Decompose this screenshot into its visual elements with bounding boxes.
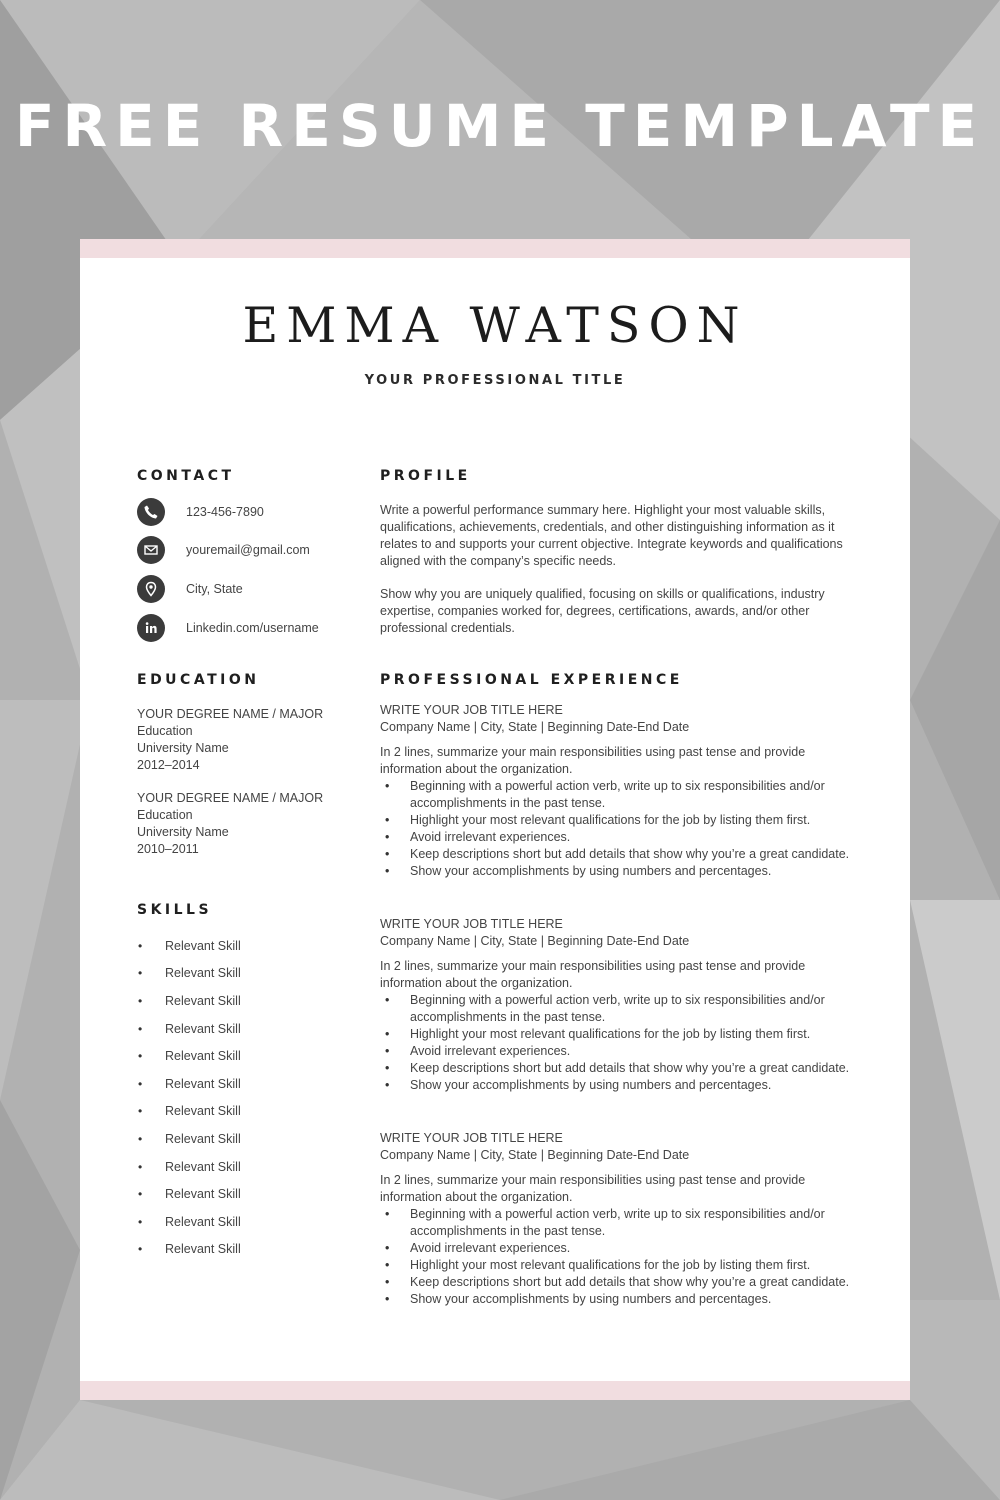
phone-icon bbox=[137, 498, 165, 526]
contact-location bbox=[137, 575, 243, 603]
contact-email-text: youremail@gmail.com bbox=[186, 543, 310, 557]
job-company-line: Company Name | City, State | Beginning Date-End Date bbox=[380, 934, 690, 948]
job-title: WRITE YOUR JOB TITLE HERE bbox=[380, 1131, 563, 1145]
skill-item: • Relevant Skill bbox=[137, 1098, 241, 1126]
skill-item: • Relevant Skill bbox=[137, 932, 241, 960]
bottom-accent-stripe bbox=[80, 1381, 910, 1400]
job-entry bbox=[380, 916, 860, 1094]
education-years: 2010–2011 bbox=[137, 842, 199, 856]
job-bullet: • Beginning with a powerful action verb, write up to six responsibilities and/or accomplishments in the past tense. bbox=[380, 992, 860, 1026]
linkedin-icon bbox=[137, 614, 165, 642]
contact-location-text: City, State bbox=[186, 582, 243, 596]
job-bullet: • Highlight your most relevant qualifications for the job by listing them first. bbox=[380, 1257, 860, 1274]
job-bullets bbox=[380, 1206, 860, 1308]
profile-paragraph: Show why you are uniquely qualified, focusing on skills or qualifications, industry expertise, companies worked for, degrees, certifications, awards, and/or other professional credentials. bbox=[380, 587, 825, 635]
job-bullet: • Beginning with a powerful action verb, write up to six responsibilities and/or accomplishments in the past tense. bbox=[380, 1206, 860, 1240]
job-summary: In 2 lines, summarize your main responsibilities using past tense and provide information about the organization. bbox=[380, 1173, 806, 1204]
job-entry bbox=[380, 1130, 860, 1308]
job-summary: In 2 lines, summarize your main responsibilities using past tense and provide information about the organization. bbox=[380, 745, 806, 776]
education-field: Education bbox=[137, 808, 193, 822]
contact-phone bbox=[137, 498, 264, 526]
job-bullets bbox=[380, 778, 860, 880]
job-summary: In 2 lines, summarize your main responsibilities using past tense and provide information about the organization. bbox=[380, 959, 806, 990]
contact-linkedin bbox=[137, 614, 319, 642]
email-icon bbox=[137, 536, 165, 564]
job-bullet: • Beginning with a powerful action verb, write up to six responsibilities and/or accomplishments in the past tense. bbox=[380, 778, 860, 812]
skill-item: • Relevant Skill bbox=[137, 1070, 241, 1098]
skill-item: • Relevant Skill bbox=[137, 1015, 241, 1043]
education-field: Education bbox=[137, 724, 193, 738]
job-bullet: • Avoid irrelevant experiences. bbox=[380, 829, 860, 846]
job-bullet: • Highlight your most relevant qualifications for the job by listing them first. bbox=[380, 1026, 860, 1043]
job-bullet: • Keep descriptions short but add details that show why you’re a great candidate. bbox=[380, 1274, 860, 1291]
skill-item: • Relevant Skill bbox=[137, 1042, 241, 1070]
job-bullet: • Show your accomplishments by using numbers and percentages. bbox=[380, 1291, 860, 1308]
job-bullet: • Avoid irrelevant experiences. bbox=[380, 1043, 860, 1060]
education-entry bbox=[137, 790, 323, 858]
job-title: WRITE YOUR JOB TITLE HERE bbox=[380, 917, 563, 931]
education-degree: YOUR DEGREE NAME / MAJOR bbox=[137, 791, 324, 805]
job-bullet: • Keep descriptions short but add details that show why you’re a great candidate. bbox=[380, 846, 860, 863]
contact-heading: CONTACT bbox=[137, 468, 235, 484]
banner-title: FREE RESUME TEMPLATE bbox=[14, 92, 986, 160]
job-bullet: • Show your accomplishments by using numbers and percentages. bbox=[380, 863, 860, 880]
education-university: University Name bbox=[137, 825, 229, 839]
job-bullets bbox=[380, 992, 860, 1094]
education-degree: YOUR DEGREE NAME / MAJOR bbox=[137, 707, 324, 721]
job-title: WRITE YOUR JOB TITLE HERE bbox=[380, 703, 563, 717]
job-company-line: Company Name | City, State | Beginning Date-End Date bbox=[380, 1148, 690, 1162]
job-bullet: • Highlight your most relevant qualifications for the job by listing them first. bbox=[380, 812, 860, 829]
skills-list bbox=[137, 932, 241, 1263]
profile-paragraph: Write a powerful performance summary here. Highlight your most valuable skills, qualifications, achievements, credentials, and other distinguishing information as it relates to and supports your current objective. Integrate keywords and qualifications aligned with the company’s specific needs. bbox=[380, 503, 843, 568]
experience-heading: PROFESSIONAL EXPERIENCE bbox=[380, 672, 683, 688]
skills-heading: SKILLS bbox=[137, 902, 213, 918]
contact-linkedin-text: Linkedin.com/username bbox=[186, 621, 319, 635]
profile-heading: PROFILE bbox=[380, 468, 471, 484]
contact-email bbox=[137, 536, 310, 564]
skill-item: • Relevant Skill bbox=[137, 1125, 241, 1153]
skill-item: • Relevant Skill bbox=[137, 987, 241, 1015]
job-bullet: • Show your accomplishments by using numbers and percentages. bbox=[380, 1077, 860, 1094]
education-university: University Name bbox=[137, 741, 229, 755]
job-bullet: • Avoid irrelevant experiences. bbox=[380, 1240, 860, 1257]
skill-item: • Relevant Skill bbox=[137, 1153, 241, 1181]
job-company-line: Company Name | City, State | Beginning Date-End Date bbox=[380, 720, 690, 734]
skill-item: • Relevant Skill bbox=[137, 960, 241, 988]
skill-item: • Relevant Skill bbox=[137, 1208, 241, 1236]
resume-name: EMMA WATSON bbox=[242, 297, 748, 354]
education-entry bbox=[137, 706, 323, 774]
job-entry bbox=[380, 702, 860, 880]
education-heading: EDUCATION bbox=[137, 672, 260, 688]
contact-phone-text: 123-456-7890 bbox=[186, 505, 264, 519]
location-icon bbox=[137, 575, 165, 603]
top-accent-stripe bbox=[80, 239, 910, 258]
education-years: 2012–2014 bbox=[137, 758, 200, 772]
skill-item: • Relevant Skill bbox=[137, 1180, 241, 1208]
resume-title: YOUR PROFESSIONAL TITLE bbox=[364, 373, 626, 388]
job-bullet: • Keep descriptions short but add details that show why you’re a great candidate. bbox=[380, 1060, 860, 1077]
resume-page bbox=[80, 239, 910, 1400]
skill-item: • Relevant Skill bbox=[137, 1236, 241, 1264]
